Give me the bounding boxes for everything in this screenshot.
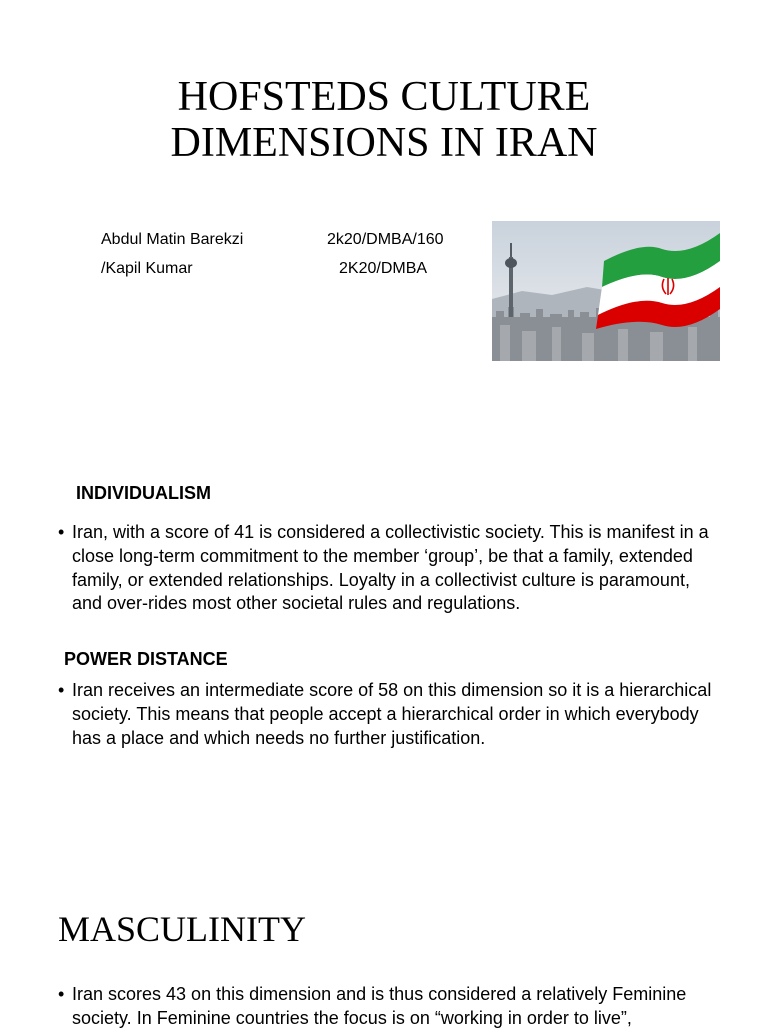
content-slide-masculinity <box>0 860 768 1028</box>
author-2-id: 2K20/DMBA <box>339 260 428 277</box>
title-line-2: DIMENSIONS IN IRAN <box>170 120 598 166</box>
individualism-bullet: • Iran, with a score of 41 is considered a collectivistic society. This is manifest in a close long-term commitment to the member ‘group’, be that a family, extended family, or extended relationships. Loyalty in a collectivist culture is paramount, and over-rides most other societal rules and regulations. <box>58 521 718 616</box>
power-distance-bullet: • Iran receives an intermediate score of 58 on this dimension so it is a hierarchical society. This means that people accept a hierarchical order in which everybody has a place and which needs no further justification. <box>58 679 718 750</box>
slide-title <box>0 74 768 166</box>
individualism-heading: INDIVIDUALISM <box>76 483 211 503</box>
masculinity-heading: MASCULINITY <box>58 909 306 949</box>
power-distance-heading: POWER DISTANCE <box>64 649 228 669</box>
content-slide-individualism-power-distance <box>0 440 768 860</box>
iran-flag-photo <box>492 221 720 361</box>
masculinity-bullet: • Iran scores 43 on this dimension and is thus considered a relatively Feminine society. In Feminine countries the focus is on “working in order to live”, <box>58 983 718 1031</box>
author-1-name: Abdul Matin Barekzi <box>101 231 244 248</box>
author-1-id: 2k20/DMBA/160 <box>327 231 444 248</box>
title-line-1: HOFSTEDS CULTURE <box>177 74 591 120</box>
title-slide <box>0 0 768 440</box>
author-2-name: /Kapil Kumar <box>101 260 193 277</box>
